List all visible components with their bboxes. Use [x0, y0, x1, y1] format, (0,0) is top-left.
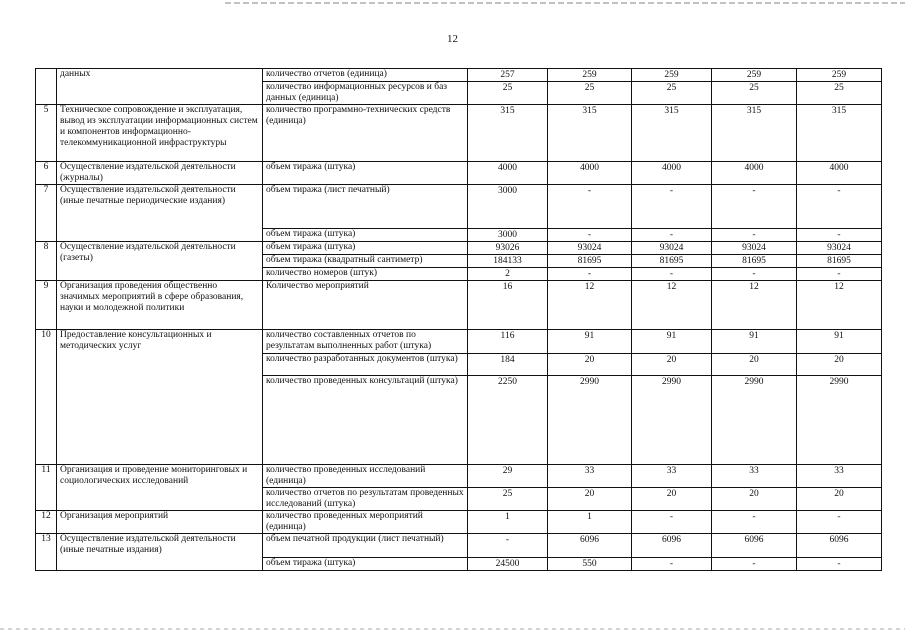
indicator-value: 20	[712, 354, 797, 376]
indicator-value: 315	[632, 105, 712, 162]
indicator-value: 33	[797, 465, 882, 488]
indicator-label: объем тиража (штука)	[263, 558, 468, 571]
indicator-label: объем тиража (штука)	[263, 229, 468, 242]
indicator-value: 2990	[548, 376, 632, 465]
indicator-value: -	[712, 558, 797, 571]
service-name: Осуществление издательской деятельности (иные печатные издания)	[57, 534, 263, 571]
indicator-value: 4000	[712, 162, 797, 185]
indicator-value: -	[797, 229, 882, 242]
indicator-value: -	[632, 268, 712, 281]
table-row	[36, 511, 882, 534]
row-number: 13	[36, 534, 57, 571]
indicator-value: 91	[797, 330, 882, 354]
indicator-value: -	[712, 511, 797, 534]
indicator-label: количество информационных ресурсов и баз данных (единица)	[263, 82, 468, 105]
indicator-value: 116	[468, 330, 548, 354]
indicator-value: 259	[712, 69, 797, 82]
indicator-label: количество номеров (штук)	[263, 268, 468, 281]
service-name: Осуществление издательской деятельности (журналы)	[57, 162, 263, 185]
row-number: 6	[36, 162, 57, 185]
indicator-value: 25	[468, 82, 548, 105]
indicator-label: количество программно-технических средств (единица)	[263, 105, 468, 162]
indicator-value: 259	[797, 69, 882, 82]
indicator-label: объем тиража (штука)	[263, 162, 468, 185]
indicator-value: 3000	[468, 185, 548, 229]
scan-artifact-top	[225, 2, 905, 4]
indicator-label: Количество мероприятий	[263, 281, 468, 330]
indicator-value: 29	[468, 465, 548, 488]
indicator-value: 184133	[468, 255, 548, 268]
indicator-value: 93024	[548, 242, 632, 255]
indicator-value: -	[632, 229, 712, 242]
indicator-value: -	[797, 268, 882, 281]
indicator-value: 257	[468, 69, 548, 82]
indicator-value: 184	[468, 354, 548, 376]
service-name: Осуществление издательской деятельности (иные печатные периодические издания)	[57, 185, 263, 242]
indicator-value: -	[712, 268, 797, 281]
indicator-value: 12	[712, 281, 797, 330]
indicator-value: 315	[797, 105, 882, 162]
row-number: 5	[36, 105, 57, 162]
indicator-value: 12	[632, 281, 712, 330]
indicator-value: 2990	[797, 376, 882, 465]
indicator-value: -	[632, 558, 712, 571]
indicator-value: 33	[712, 465, 797, 488]
indicator-label: объем тиража (лист печатный)	[263, 185, 468, 229]
indicator-label: количество разработанных документов (штука)	[263, 354, 468, 376]
indicator-value: 81695	[548, 255, 632, 268]
indicator-label: количество проведенных консультаций (штука)	[263, 376, 468, 465]
service-name: Организация мероприятий	[57, 511, 263, 534]
indicator-label: количество составленных отчетов по результатам выполненных работ (штука)	[263, 330, 468, 354]
indicator-value: 259	[632, 69, 712, 82]
indicator-value: 93024	[712, 242, 797, 255]
table-row	[36, 242, 882, 255]
indicator-value: 6096	[797, 534, 882, 558]
service-name: Организация проведения общественно значимых мероприятий в сфере образования, науки и молодежной политики	[57, 281, 263, 330]
indicator-value: 4000	[797, 162, 882, 185]
row-number: 10	[36, 330, 57, 465]
indicator-value: -	[712, 229, 797, 242]
indicator-value: 25	[797, 82, 882, 105]
indicator-value: 25	[548, 82, 632, 105]
indicator-value: 20	[548, 488, 632, 511]
service-name: данных	[57, 69, 263, 105]
table-row	[36, 330, 882, 354]
indicator-value: 6096	[712, 534, 797, 558]
indicator-value: 6096	[548, 534, 632, 558]
table-row	[36, 69, 882, 82]
services-table	[35, 68, 882, 571]
indicator-value: 12	[548, 281, 632, 330]
scan-artifact-bottom	[0, 628, 905, 630]
table-row	[36, 162, 882, 185]
indicator-value: 25	[632, 82, 712, 105]
indicator-value: 93024	[632, 242, 712, 255]
indicator-value: 315	[468, 105, 548, 162]
row-number: 8	[36, 242, 57, 281]
indicator-value: 25	[712, 82, 797, 105]
indicator-value: 315	[548, 105, 632, 162]
indicator-label: количество проведенных мероприятий (единица)	[263, 511, 468, 534]
indicator-value: 6096	[632, 534, 712, 558]
indicator-label: количество отчетов (единица)	[263, 69, 468, 82]
indicator-value: 33	[548, 465, 632, 488]
service-name: Предоставление консультационных и методических услуг	[57, 330, 263, 465]
indicator-value: -	[548, 268, 632, 281]
indicator-value: 1	[548, 511, 632, 534]
indicator-value: 259	[548, 69, 632, 82]
indicator-value: 2990	[632, 376, 712, 465]
indicator-value: 550	[548, 558, 632, 571]
indicator-value: 93024	[797, 242, 882, 255]
indicator-value: 20	[797, 488, 882, 511]
indicator-value: 20	[632, 488, 712, 511]
indicator-value: 81695	[632, 255, 712, 268]
page-number: 12	[447, 33, 458, 45]
indicator-value: 16	[468, 281, 548, 330]
indicator-value: 2990	[712, 376, 797, 465]
table-row	[36, 534, 882, 558]
indicator-value: 1	[468, 511, 548, 534]
indicator-value: -	[548, 229, 632, 242]
indicator-value: 315	[712, 105, 797, 162]
table-row	[36, 105, 882, 162]
indicator-value: 20	[712, 488, 797, 511]
indicator-value: 20	[548, 354, 632, 376]
row-number: 7	[36, 185, 57, 242]
services-table-body	[36, 69, 882, 571]
indicator-value: -	[548, 185, 632, 229]
table-row	[36, 281, 882, 330]
row-number	[36, 69, 57, 105]
indicator-value: 4000	[548, 162, 632, 185]
table-row	[36, 185, 882, 229]
indicator-value: 93026	[468, 242, 548, 255]
indicator-value: -	[797, 511, 882, 534]
indicator-label: объем тиража (штука)	[263, 242, 468, 255]
indicator-label: количество отчетов по результатам проведенных исследований (штука)	[263, 488, 468, 511]
indicator-value: 81695	[712, 255, 797, 268]
service-name: Техническое сопровождение и эксплуатация, вывод из эксплуатации информационных систем и компонентов информационно-телекоммуникационной инфраструктуры	[57, 105, 263, 162]
indicator-value: 24500	[468, 558, 548, 571]
row-number: 12	[36, 511, 57, 534]
row-number: 9	[36, 281, 57, 330]
indicator-value: -	[797, 185, 882, 229]
service-name: Организация и проведение мониторинговых и социологических исследований	[57, 465, 263, 511]
indicator-value: 20	[632, 354, 712, 376]
indicator-value: 81695	[797, 255, 882, 268]
indicator-value: 25	[468, 488, 548, 511]
row-number: 11	[36, 465, 57, 511]
indicator-value: -	[712, 185, 797, 229]
indicator-value: 91	[712, 330, 797, 354]
table-row	[36, 465, 882, 488]
indicator-value: -	[797, 558, 882, 571]
indicator-value: 91	[632, 330, 712, 354]
indicator-value: 4000	[468, 162, 548, 185]
indicator-label: объем печатной продукции (лист печатный)	[263, 534, 468, 558]
indicator-value: 2250	[468, 376, 548, 465]
indicator-value: 91	[548, 330, 632, 354]
indicator-value: 4000	[632, 162, 712, 185]
indicator-value: -	[632, 185, 712, 229]
indicator-value: 20	[797, 354, 882, 376]
indicator-value: 3000	[468, 229, 548, 242]
indicator-value: 2	[468, 268, 548, 281]
indicator-value: -	[632, 511, 712, 534]
indicator-value: -	[468, 534, 548, 558]
indicator-value: 33	[632, 465, 712, 488]
indicator-value: 12	[797, 281, 882, 330]
indicator-label: количество проведенных исследований (единица)	[263, 465, 468, 488]
service-name: Осуществление издательской деятельности (газеты)	[57, 242, 263, 281]
indicator-label: объем тиража (квадратный сантиметр)	[263, 255, 468, 268]
